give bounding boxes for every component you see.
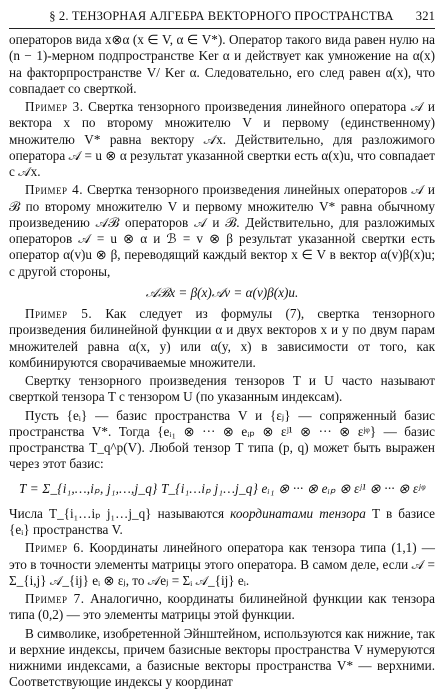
paragraph-8-emphasis: координатами тензора — [230, 505, 366, 521]
paragraph-8-end: T в базисе {eᵢ} пространства V. — [9, 505, 435, 537]
page-number: 321 — [415, 9, 435, 23]
example-4-label: Пример 4. — [25, 182, 84, 198]
paragraph-1: операторов вида x⊗α (x ∈ V, α ∈ V*). Оператор такого вида равен нулю на (n − 1)-мерном подпространстве Ker α и действует как умножение на α(x) на факторпространстве V/ Ker α. Следовательно, его след равен α(x), что совпадает со сверткой. — [9, 32, 435, 96]
equation-1: 𝒜ℬx = β(x)𝒜v = α(v)β(x)u. — [145, 284, 299, 300]
paragraph-8 — [9, 506, 435, 539]
example-5-label: Пример 5. — [25, 306, 93, 321]
example-5-text: Как следует из формулы (7), свертка тензорного произведения билинейной функции α и двух векторов x и y по двум парам множителей равна α(x, y) или α(y, x) в зависимости от того, как комбинируются сворачиваемые множители. — [9, 306, 435, 370]
equation-2: T = Σ_{i₁,…,iₚ, j₁,…,j_q} T_{i₁…iₚ j₁…j_q} eᵢ₁ ⊗ ··· ⊗ eᵢₚ ⊗ εʲ¹ ⊗ ··· ⊗ εʲᵠ — [19, 480, 425, 496]
paragraph-7: Пусть {eᵢ} — базис пространства V и {εⱼ} — сопряженный базис пространства V*. Тогда {eᵢ₁ ⊗ ··· ⊗ eᵢₚ ⊗ εʲ¹ ⊗ ··· ⊗ εʲᵠ} — базис пространства T_q^p(V). Любой тензор T типа (p, q) может быть выражен через этот базис: — [9, 407, 435, 472]
example-4-text: Свертка тензорного произведения линейных операторов 𝒜 и ℬ по второму множителю V и первому множителю V* равна обычному произведению 𝒜ℬ операторов 𝒜 и ℬ. Действительно, для разложимых операторов 𝒜 = u ⊗ α и ℬ = v ⊗ β результат указанной свертки есть оператор α(v)u ⊗ β, переводящий каждый вектор x ∈ V в вектор α(v)β(x)u; с другой стороны, — [9, 182, 435, 279]
paragraph-8-start: Числа T_{i₁…iₚ j₁…j_q} называются — [9, 505, 231, 521]
example-3 — [9, 99, 435, 180]
running-head — [9, 0, 435, 29]
example-7-text: Аналогично, координаты билинейной функции как тензора типа (0,2) — это элементы матрицы этой функции. — [9, 591, 435, 623]
example-3-text: Свертка тензорного произведения линейного оператора 𝒜 и вектора x по второму множителю V и первому (единственному) множителю V* равна вектору 𝒜x. Действительно, для разложимого оператора 𝒜 = u ⊗ α результат указанной свертки есть α(x)u, что совпадает с 𝒜x. — [9, 99, 435, 179]
page-body — [9, 32, 435, 691]
paragraph-9: В символике, изобретенной Эйнштейном, используются как нижние, так и верхние индексы, причем базисные векторы пространства V нумеруются нижними индексами, а базисные векторы пространства V* — верхними. Соответствующие индексы у координат — [9, 625, 435, 690]
example-7-label: Пример 7. — [25, 591, 85, 606]
example-6-label: Пример 6. — [25, 540, 85, 556]
example-6-text: Координаты линейного оператора как тензора типа (1,1) — это в точности элементы матрицы этого оператора. В самом деле, если 𝒜 = Σ_{i,j} 𝒜_{ij} eᵢ ⊗ εⱼ, то 𝒜eⱼ = Σᵢ 𝒜_{ij} eᵢ. — [9, 540, 435, 588]
example-4 — [9, 182, 435, 280]
section-title: § 2. ТЕНЗОРНАЯ АЛГЕБРА ВЕКТОРНОГО ПРОСТРАНСТВА — [49, 9, 394, 23]
example-6 — [9, 540, 435, 589]
example-7 — [9, 591, 435, 624]
example-3-label: Пример 3. — [25, 99, 84, 114]
paragraph-6: Свертку тензорного произведения тензоров T и U часто называют сверткой тензора T с тензором U (по указанным индексам). — [9, 373, 435, 405]
example-5 — [9, 306, 435, 371]
